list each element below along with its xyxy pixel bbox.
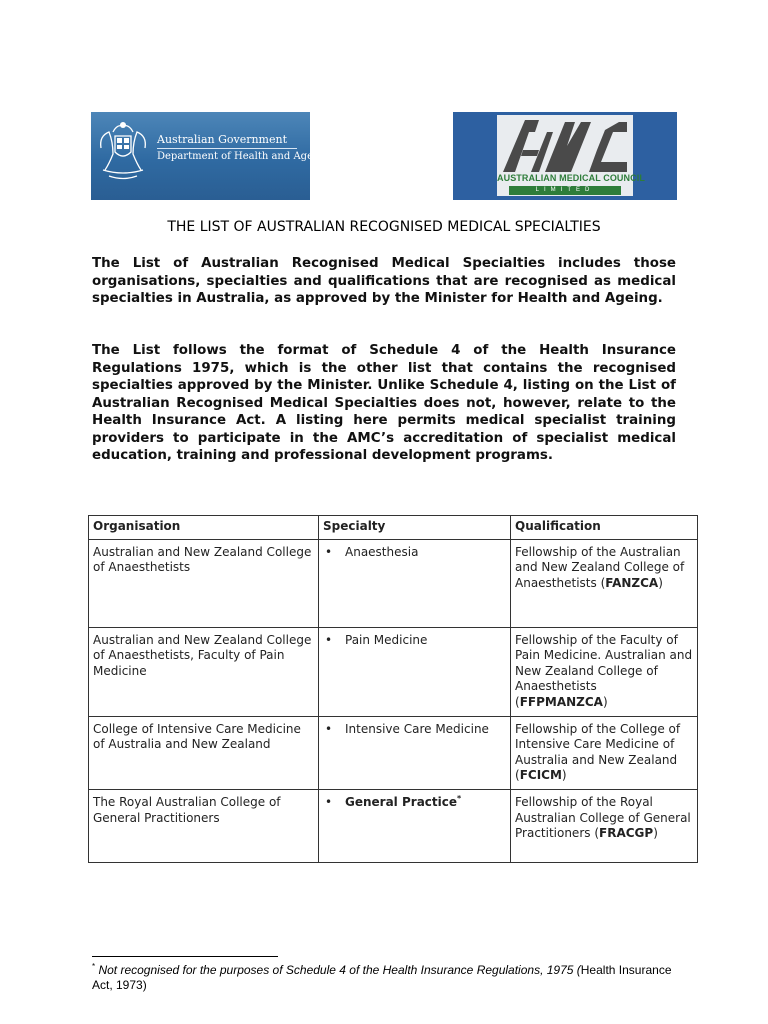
bullet-icon: • xyxy=(325,544,333,559)
specialty-cell xyxy=(319,789,511,862)
australian-government-logo xyxy=(91,112,330,200)
footnote-divider xyxy=(92,956,278,957)
footnote-reference: * xyxy=(457,793,462,803)
footnote-italic-text: Not recognised for the purposes of Schedule 4 of the Health Insurance Regulations, 1975 ( xyxy=(95,963,581,977)
qualification-abbreviation: FANZCA xyxy=(605,575,659,590)
qualification-abbreviation: FCICM xyxy=(519,768,562,783)
table-row xyxy=(89,716,698,789)
organisation-cell: Australian and New Zealand College of Anaesthetists, Faculty of Pain Medicine xyxy=(89,627,319,716)
intro-paragraph: The List of Australian Recognised Medical Specialties includes those organisations, specialties and qualifications that are recognised as medical specialties in Australia, as approved by the Minister for Health and Ageing. xyxy=(92,256,676,306)
footnote xyxy=(92,963,676,993)
qualification-cell: Fellowship of the College of Intensive Care Medicine of Australia and New Zealand (FCICM) xyxy=(511,716,698,789)
bullet-icon: • xyxy=(325,794,333,809)
specialty-text: General Practice* xyxy=(345,793,462,809)
specialty-cell xyxy=(319,539,511,627)
amc-monogram-icon xyxy=(501,118,629,173)
specialty-cell xyxy=(319,716,511,789)
format-paragraph: The List follows the format of Schedule 4 of the Health Insurance Regulations 1975, which is the other list that contains the recognised specialties approved by the Minister. Unlike Schedule 4, listing on the List of Australian Recognised Medical Specialties does not, however, relate to the Health Insurance Act. A listing here permits medical specialist training providers to participate in the AMC’s accreditation of specialist medical education, training and professional development programs. xyxy=(92,343,676,463)
amc-logo xyxy=(453,112,677,200)
amc-limited: LIMITED xyxy=(509,186,621,195)
specialty-cell xyxy=(319,627,511,716)
bullet-icon: • xyxy=(325,632,333,647)
organisation-cell: Australian and New Zealand College of Anaesthetists xyxy=(89,539,319,627)
footnote-plain-text: Health Insurance Act, 1973) xyxy=(92,963,672,992)
organisation-cell: College of Intensive Care Medicine of Australia and New Zealand xyxy=(89,716,319,789)
coat-of-arms-icon xyxy=(95,118,151,184)
qualification-abbreviation: FRACGP xyxy=(599,826,654,841)
amc-name: AUSTRALIAN MEDICAL COUNCIL xyxy=(497,173,645,183)
bullet-icon: • xyxy=(325,721,333,736)
organisation-cell: The Royal Australian College of General Practitioners xyxy=(89,789,319,862)
header-specialty: Specialty xyxy=(319,516,511,540)
page-title: THE LIST OF AUSTRALIAN RECOGNISED MEDICAL SPECIALTIES xyxy=(167,219,601,235)
table-row xyxy=(89,789,698,862)
specialty-text: Pain Medicine xyxy=(345,632,428,647)
specialty-text: Anaesthesia xyxy=(345,544,419,559)
logo-divider xyxy=(157,148,297,149)
table-row xyxy=(89,627,698,716)
government-name: Australian Government xyxy=(157,133,288,146)
footnote-marker: * xyxy=(92,962,96,971)
qualification-cell: Fellowship of the Faculty of Pain Medicine. Australian and New Zealand College of Anaesthetists (FFPMANZCA) xyxy=(511,627,698,716)
qualification-cell: Fellowship of the Australian and New Zealand College of Anaesthetists (FANZCA) xyxy=(511,539,698,627)
specialties-table xyxy=(88,515,698,863)
table-header-row xyxy=(89,516,698,540)
qualification-cell: Fellowship of the Royal Australian College of General Practitioners (FRACGP) xyxy=(511,789,698,862)
specialty-text: Intensive Care Medicine xyxy=(345,721,489,736)
department-name: Department of Health and Ageing xyxy=(157,151,330,162)
header-qualification: Qualification xyxy=(511,516,698,540)
header-organisation: Organisation xyxy=(89,516,319,540)
amc-logo-panel xyxy=(497,115,645,196)
table-row xyxy=(89,539,698,627)
qualification-abbreviation: FFPMANZCA xyxy=(519,694,603,709)
